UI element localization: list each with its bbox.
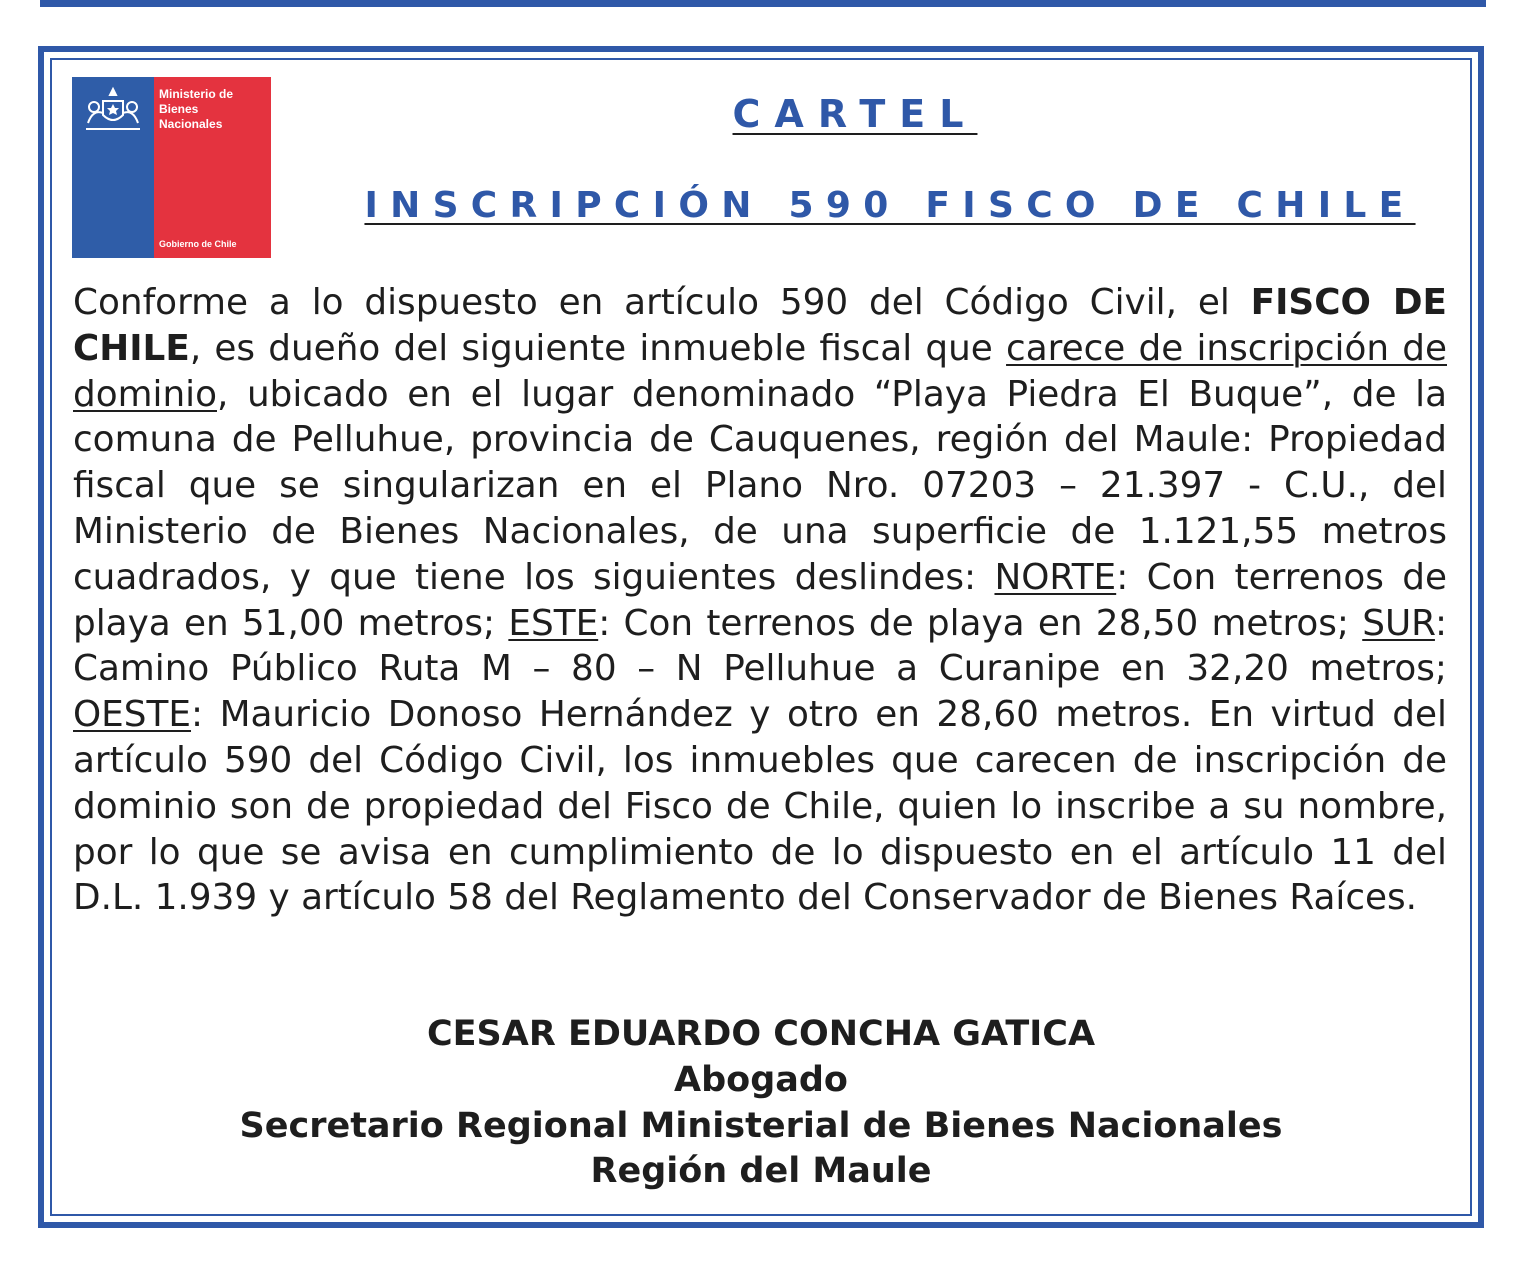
signature-block xyxy=(60,1012,1462,1195)
logo-line-3: Nacionales xyxy=(159,117,223,131)
boundary-west: OESTE xyxy=(73,694,192,736)
body-text-5: : Con terrenos de playa en 28,50 metros; xyxy=(598,602,1363,644)
top-rule xyxy=(40,0,1486,7)
boundary-east: ESTE xyxy=(508,602,599,644)
body-text-1: Conforme a lo dispuesto en artículo 590 del Código Civil, el xyxy=(73,282,1251,323)
boundary-north: NORTE xyxy=(994,556,1117,598)
logo-blue-panel xyxy=(72,77,154,258)
document-subtitle xyxy=(300,182,1480,230)
notice-body xyxy=(73,280,1447,921)
body-text-7: : Mauricio Donoso Hernández y otro en 28,60 metros. En virtud del artículo 590 del Código Civil, los inmuebles que carecen de inscripción de dominio son de propiedad del Fisco de Chile, quien lo inscribe a su nombre, por lo que se avisa en cumplimiento de lo dispuesto en el artículo 11 del D.L. 1.939 y artículo 58 del Reglamento del Conservador de Bienes Raíces. xyxy=(73,694,1447,919)
logo-ministry-name xyxy=(159,87,233,132)
coat-of-arms-icon xyxy=(78,83,148,143)
document-title xyxy=(600,88,1110,140)
body-text-6: : Camino Público Ruta M – 80 – N Pelluhue a Curanipe en 32,20 metros; xyxy=(73,602,1447,690)
signatory-region: Región del Maule xyxy=(590,1151,932,1192)
boundary-south: SUR xyxy=(1362,602,1435,644)
body-text-3: , ubicado en el lugar denominado “Playa Piedra El Buque”, de la comuna de Pelluhue, provincia de Cauquenes, región del Maule: Propiedad fiscal que se singularizan en el Plano Nro. 07203 – 21.397 - C.U., del Ministerio de Bienes Nacionales, de una superficie de 1.121,55 metros cuadrados, y que tiene los siguientes deslindes: xyxy=(73,373,1447,598)
document-title-text: CARTEL xyxy=(732,92,978,136)
body-text-4: : Con terrenos de playa en 51,00 metros; xyxy=(73,556,1447,644)
no-registration-phrase: carece de inscripción de dominio xyxy=(73,327,1447,415)
document-subtitle-text: INSCRIPCIÓN 590 FISCO DE CHILE xyxy=(364,185,1416,226)
logo-line-1: Ministerio de xyxy=(159,87,234,101)
owner-name: FISCO DE CHILE xyxy=(73,282,1447,369)
ministry-logo xyxy=(72,77,271,258)
signatory-position: Secretario Regional Ministerial de Bienes Nacionales xyxy=(239,1105,1283,1146)
logo-line-2: Bienes xyxy=(159,102,199,116)
body-text-2: , es dueño del siguiente inmueble fiscal que xyxy=(189,327,1007,369)
signatory-name: CESAR EDUARDO CONCHA GATICA xyxy=(426,1014,1096,1054)
logo-government-label: Gobierno de Chile xyxy=(159,239,237,249)
signatory-role: Abogado xyxy=(674,1059,848,1100)
